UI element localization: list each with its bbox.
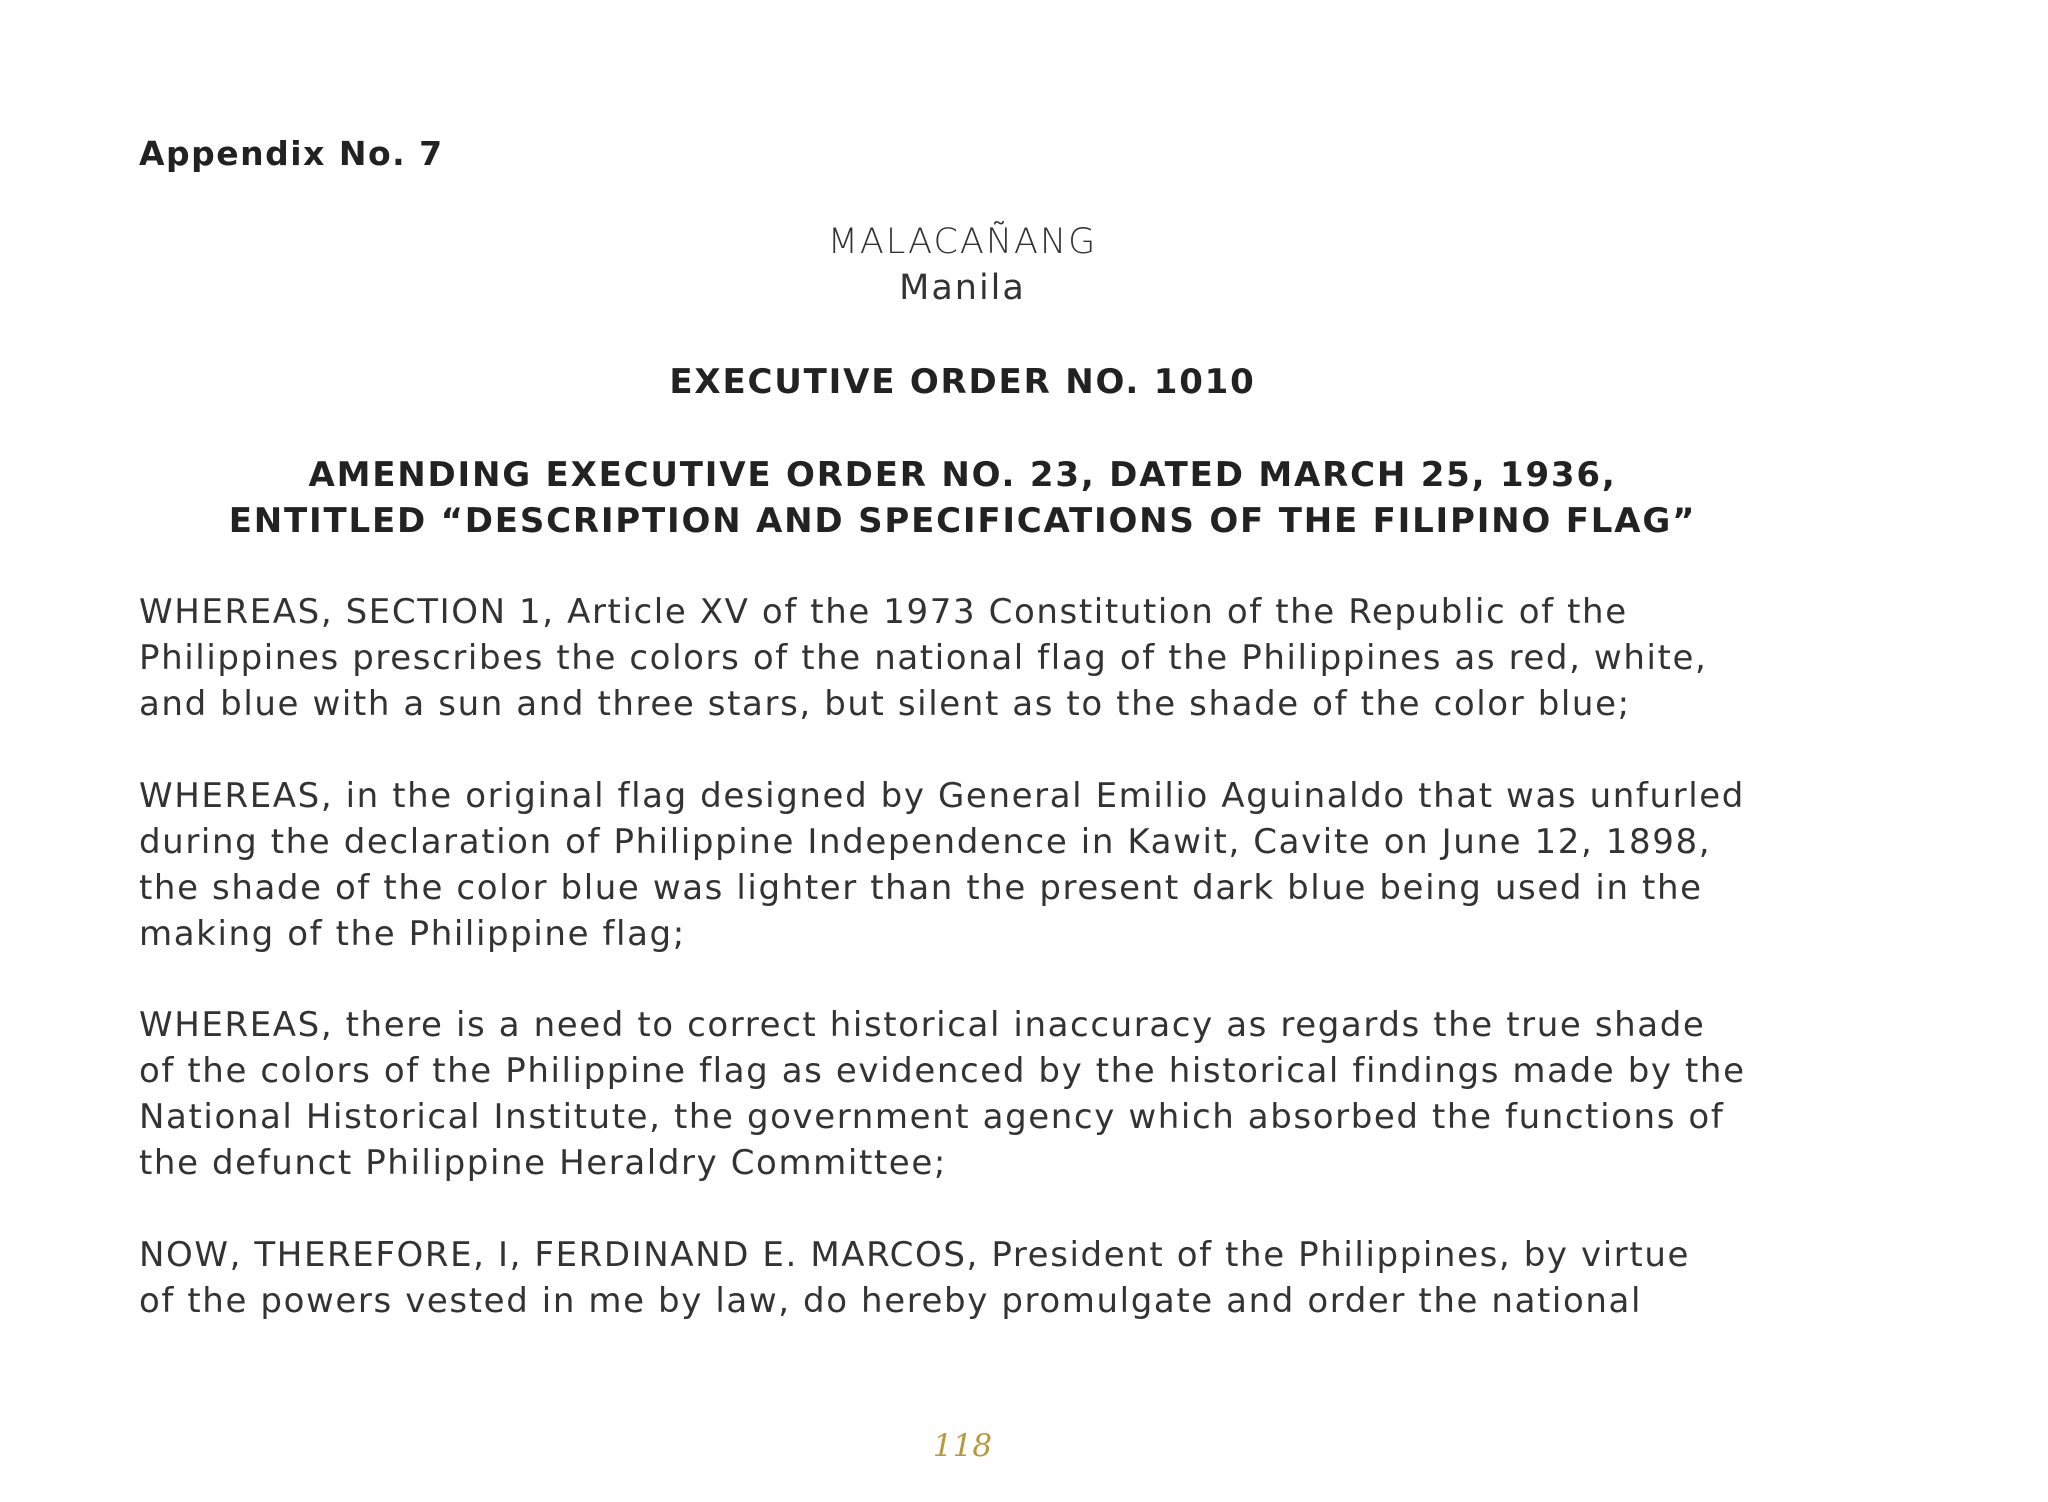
paragraph-line: NOW, THEREFORE, I, FERDINAND E. MARCOS, President of the Philippines, by virtue (139, 1235, 1690, 1275)
paragraph-line: and blue with a sun and three stars, but silent as to the shade of the color blue; (139, 684, 1631, 724)
paragraph-line: of the colors of the Philippine flag as evidenced by the historical findings made by the (139, 1051, 1746, 1091)
whereas-paragraph-original-flag (139, 773, 1879, 957)
now-therefore-paragraph (139, 1232, 1879, 1324)
paragraph-line: WHEREAS, SECTION 1, Article XV of the 1973 Constitution of the Republic of the (139, 592, 1628, 632)
paragraph-line: WHEREAS, there is a need to correct historical inaccuracy as regards the true shade (139, 1005, 1706, 1045)
paragraph-line: the shade of the color blue was lighter than the present dark blue being used in the (139, 868, 1703, 908)
paragraph-line: of the powers vested in me by law, do hereby promulgate and order the national (139, 1281, 1643, 1321)
title-line: ENTITLED “DESCRIPTION AND SPECIFICATIONS OF THE FILIPINO FLAG” (228, 501, 1697, 541)
appendix-label: Appendix No. 7 (139, 134, 444, 173)
executive-order-title (0, 452, 1925, 544)
office-heading: MALACAÑANG (827, 222, 1098, 262)
city-heading: Manila (899, 268, 1026, 308)
paragraph-line: during the declaration of Philippine Independence in Kawit, Cavite on June 12, 1898, (139, 822, 1712, 862)
paragraph-line: making of the Philippine flag; (139, 914, 686, 954)
paragraph-line: National Historical Institute, the government agency which absorbed the functions of (139, 1097, 1725, 1137)
paragraph-line: WHEREAS, in the original flag designed by General Emilio Aguinaldo that was unfurled (139, 776, 1745, 816)
paragraph-line: Philippines prescribes the colors of the national flag of the Philippines as red, white, (139, 638, 1708, 678)
executive-order-number: EXECUTIVE ORDER NO. 1010 (669, 362, 1256, 402)
whereas-paragraph-constitution (139, 589, 1879, 727)
whereas-paragraph-historical-inaccuracy (139, 1002, 1879, 1186)
page-number: 118 (932, 1428, 993, 1464)
paragraph-line: the defunct Philippine Heraldry Committee; (139, 1143, 947, 1183)
title-line: AMENDING EXECUTIVE ORDER NO. 23, DATED MARCH 25, 1936, (308, 455, 1617, 495)
